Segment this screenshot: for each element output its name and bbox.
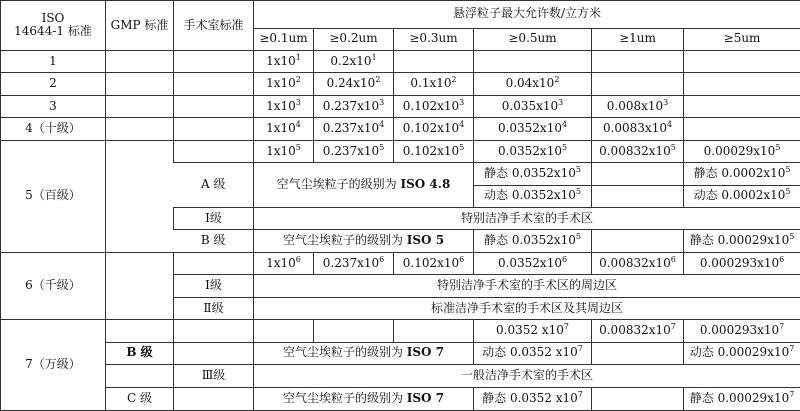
gmp-description: 空气尘埃粒子的级别为 ISO 7 [254,387,474,410]
value-cell: 0.0352 $x10^7$ [474,320,592,342]
table-row [1,140,800,162]
size-header: ≥0.1um [254,28,314,50]
value-cell: $0.00832x10^7$ [592,320,684,342]
value-cell: $0.00832x10^5$ [592,140,684,162]
value-cell: $0.0352x10^4$ [474,118,592,140]
gmp-description: 空气尘埃粒子的级别为 ISO 5 [254,230,474,252]
iso-class: 2 [1,73,106,95]
iso-class: 5（百级） [1,140,106,252]
size-header: ≥1um [592,28,684,50]
value-cell: 动态 0.0352 $x10^7$ [474,342,592,364]
value-cell: $1x10^4$ [254,118,314,140]
value-cell: 动态 $0.00029x10^7$ [684,342,800,364]
value-cell: $0.237x10^5$ [314,140,394,162]
value-cell: $1x10^2$ [254,73,314,95]
value-cell: $0.0352x10^6$ [474,252,592,274]
value-cell: $1x10^3$ [254,95,314,117]
value-cell: $1x10^5$ [254,140,314,162]
table-row [1,365,800,387]
value-cell: $0.102x10^3$ [394,95,474,117]
or-grade: Ⅱ级 [174,297,254,319]
gmp-description: 空气尘埃粒子的级别为 ISO 7 [254,342,474,364]
header-title: 悬浮粒子最大允许数/立方米 [254,1,800,29]
value-cell: $1x10^1$ [254,50,314,72]
gmp-description: 空气尘埃粒子的级别为 ISO 4.8 [254,163,474,208]
header-or: 手术室标准 [174,1,254,51]
value-cell: $0.00832x10^6$ [592,252,684,274]
table-row [1,252,800,274]
size-header: ≥5um [684,28,800,50]
table-row [1,342,800,364]
value-cell: $0.0352x10^5$ [474,140,592,162]
table-row [1,387,800,410]
value-cell: 动态 $0.0352x10^5$ [474,185,592,207]
value-cell: 静态 $0.00029x10^7$ [684,387,800,410]
gmp-grade: B 级 [174,230,254,252]
value-cell: $0.237x10^4$ [314,118,394,140]
or-description: 一般洁净手术室的手术区 [254,365,800,387]
or-grade: Ⅰ级 [174,208,254,230]
value-cell: $0.2x10^1$ [314,50,394,72]
or-description: 特别洁净手术室的手术区 [254,208,800,230]
table-row [1,320,800,342]
value-cell: $0.102x10^6$ [394,252,474,274]
table-row [1,118,800,140]
size-header: ≥0.2um [314,28,394,50]
table-row [1,95,800,117]
value-cell: $0.1x10^2$ [394,73,474,95]
iso-class: 7（万级） [1,320,106,411]
header-gmp: GMP 标准 [106,1,174,51]
value-cell: $0.237x10^3$ [314,95,394,117]
value-cell: $0.102x10^5$ [394,140,474,162]
iso-class: 3 [1,95,106,117]
or-grade: Ⅰ级 [174,275,254,297]
value-cell: 动态 $0.0002x10^5$ [684,185,800,207]
value-cell: $0.102x10^4$ [394,118,474,140]
iso-class: 6（千级） [1,252,106,319]
value-cell: $0.237x10^6$ [314,252,394,274]
value-cell: 静态 $0.0352x10^5$ [474,163,592,185]
table-row [1,50,800,72]
or-description: 标准洁净手术室的手术区及其周边区 [254,297,800,319]
value-cell: $0.035x10^3$ [474,95,592,117]
table-row [1,73,800,95]
header-iso: ISO 14644-1 标准 [1,1,106,51]
iso-class: 1 [1,50,106,72]
value-cell: 静态 $0.00029x10^5$ [684,230,800,252]
value-cell: $0.00029x10^5$ [684,140,800,162]
or-grade: Ⅲ级 [174,365,254,387]
value-cell: $0.000293x10^7$ [684,320,800,342]
value-cell: $0.24x10^2$ [314,73,394,95]
size-header: ≥0.5um [474,28,592,50]
or-description: 特别洁净手术室的手术区的周边区 [254,275,800,297]
iso-class: 4（十级） [1,118,106,140]
value-cell: $0.000293x10^6$ [684,252,800,274]
value-cell: 静态 $0.0002x10^5$ [684,163,800,185]
value-cell: 静态 $0.0352x10^5$ [474,230,592,252]
gmp-grade: A 级 [174,163,254,208]
value-cell: 静态 0.0352 $x10^7$ [474,387,592,410]
gmp-grade: B 级 [106,342,174,364]
gmp-grade: C 级 [106,387,174,410]
value-cell: $1x10^6$ [254,252,314,274]
value-cell: $0.0083x10^4$ [592,118,684,140]
size-header: ≥0.3um [394,28,474,50]
value-cell: $0.04x10^2$ [474,73,592,95]
value-cell: $0.008x10^3$ [592,95,684,117]
